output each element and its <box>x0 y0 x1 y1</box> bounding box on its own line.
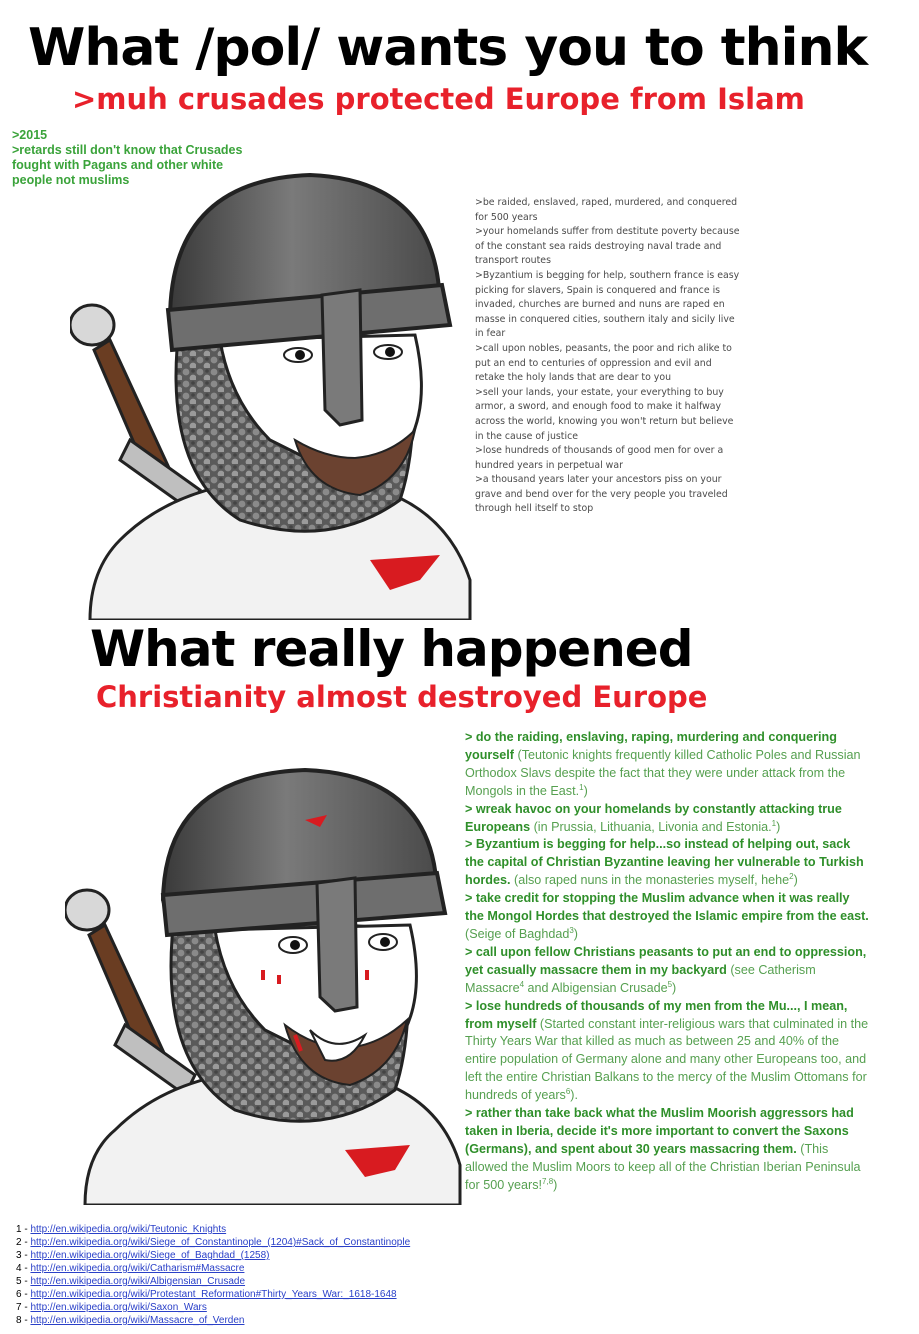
greentext-line: >call upon nobles, peasants, the poor and rich alike to put an end to centuries of oppression and evil and retake the holy lands that are dear to you <box>475 342 732 384</box>
greentext-line: >Byzantium is begging for help, southern france is easy picking for slavers, Spain is conquered and france is invaded, churches are burned and nuns are raped en masse in conquered cities, southern italy and sicily live in fear <box>475 269 740 340</box>
greentext-line: >a thousand years later your ancestors piss on your grave and bend over for the very people you traveled through hell itself to stop <box>475 474 728 515</box>
reference-item: 8 - http://en.wikipedia.org/wiki/Massacre_of_Verden <box>16 1315 245 1326</box>
greentext-item: > rather than take back what the Muslim Moorish aggressors had taken in Iberia, decide it's more important to convert the Saxons (Germans), and spent about 30 years massacring them. (This allowed the Muslim Moors to keep all of the Christian Iberian Peninsula for 500 years!$^{7,8}$) <box>465 1106 861 1192</box>
greentext-item: > wreak havoc on your homelands by constantly attacking true Europeans (in Prussia, Lithuania, Livonia and Estonia.$^1$) <box>465 801 842 834</box>
reference-item: 3 - http://en.wikipedia.org/wiki/Siege_of_Baghdad_(1258) <box>16 1250 270 1261</box>
greentext-item: > lose hundreds of thousands of my men from the Mu..., I mean, from myself (Started constant inter-religious wars that culminated in the Thirty Years War that killed as much as between 25 and 40% of the entire population of Germany alone and many other Europeans too, and left the entire Christian Balkans to the mercy of the Muslim Ottomans for hundreds of years$^6$). <box>465 998 869 1103</box>
reference-link[interactable]: http://en.wikipedia.org/wiki/Siege_of_Constantinople_(1204)#Sack_of_Constantinople <box>30 1237 411 1248</box>
reference-link[interactable]: http://en.wikipedia.org/wiki/Saxon_Wars <box>30 1302 207 1313</box>
bottom-subtitle: Christianity almost destroyed Europe <box>96 680 708 714</box>
reference-link[interactable]: http://en.wikipedia.org/wiki/Teutonic_Knights <box>30 1224 227 1235</box>
bottom-greentext <box>465 729 870 1195</box>
green-note-line: >retards still don't know that Crusades fought with Pagans and other white people not muslims <box>12 143 246 187</box>
greentext-line: >your homelands suffer from destitute poverty because of the constant sea raids destroying naval trade and transport routes <box>475 226 740 267</box>
reference-item: 2 - http://en.wikipedia.org/wiki/Siege_of_Constantinople_(1204)#Sack_of_Constantinople <box>16 1237 411 1248</box>
greentext-line: >be raided, enslaved, raped, murdered, and conquered for 500 years <box>475 197 738 223</box>
reference-link[interactable]: http://en.wikipedia.org/wiki/Massacre_of_Verden <box>30 1315 245 1326</box>
crusader-knight-illustration-calm <box>70 140 480 620</box>
greentext-item: > do the raiding, enslaving, raping, murdering and conquering yourself (Teutonic knights frequently killed Catholic Poles and Russian Orthodox Slavs despite the fact that they were under attack from the Mongols in the East.$^1$) <box>465 730 861 798</box>
bottom-title: What really happened <box>90 620 693 678</box>
crusader-knight-illustration-grinning <box>65 745 465 1205</box>
top-subtitle: >muh crusades protected Europe from Islam <box>72 82 805 116</box>
green-note-line: >2015 <box>12 128 48 142</box>
reference-item: 4 - http://en.wikipedia.org/wiki/Catharism#Massacre <box>16 1263 245 1274</box>
references-list <box>16 1223 616 1327</box>
greentext-item: > Byzantium is begging for help...so instead of helping out, sack the capital of Christian Byzantine leaving her vulnerable to Turkish hordes. (also raped nuns in the monasteries myself, hehe$^2$) <box>465 837 864 888</box>
reference-link[interactable]: http://en.wikipedia.org/wiki/Albigensian_Crusade <box>30 1276 246 1287</box>
reference-link[interactable]: http://en.wikipedia.org/wiki/Protestant_Reformation#Thirty_Years_War:_1618-1648 <box>30 1289 397 1300</box>
reference-link[interactable]: http://en.wikipedia.org/wiki/Siege_of_Baghdad_(1258) <box>30 1250 270 1261</box>
greentext-line: >sell your lands, your estate, your everything to buy armor, a sword, and enough food to make it halfway across the world, knowing you won't return but believe in the cause of justice <box>475 386 734 442</box>
reference-item: 5 - http://en.wikipedia.org/wiki/Albigensian_Crusade <box>16 1276 246 1287</box>
reference-item: 1 - http://en.wikipedia.org/wiki/Teutonic_Knights <box>16 1224 227 1235</box>
reference-item: 7 - http://en.wikipedia.org/wiki/Saxon_Wars <box>16 1302 207 1313</box>
greentext-item: > call upon fellow Christians peasants to put an end to oppression, yet casually massacre them in my backyard (see Catherism Massacre$^4$ and Albigensian Crusade$^5$) <box>465 944 867 995</box>
greentext-line: >lose hundreds of thousands of good men for over a hundred years in perpetual war <box>475 445 724 471</box>
greentext-item: > take credit for stopping the Muslim advance when it was really the Mongol Hordes that destroyed the Islamic empire from the east. (Seige of Baghdad$^3$) <box>465 891 869 941</box>
top-greentext <box>475 196 740 517</box>
reference-item: 6 - http://en.wikipedia.org/wiki/Protestant_Reformation#Thirty_Years_War:_1618-1648 <box>16 1289 397 1300</box>
reference-link[interactable]: http://en.wikipedia.org/wiki/Catharism#Massacre <box>30 1263 245 1274</box>
top-title: What /pol/ wants you to think <box>28 18 868 78</box>
